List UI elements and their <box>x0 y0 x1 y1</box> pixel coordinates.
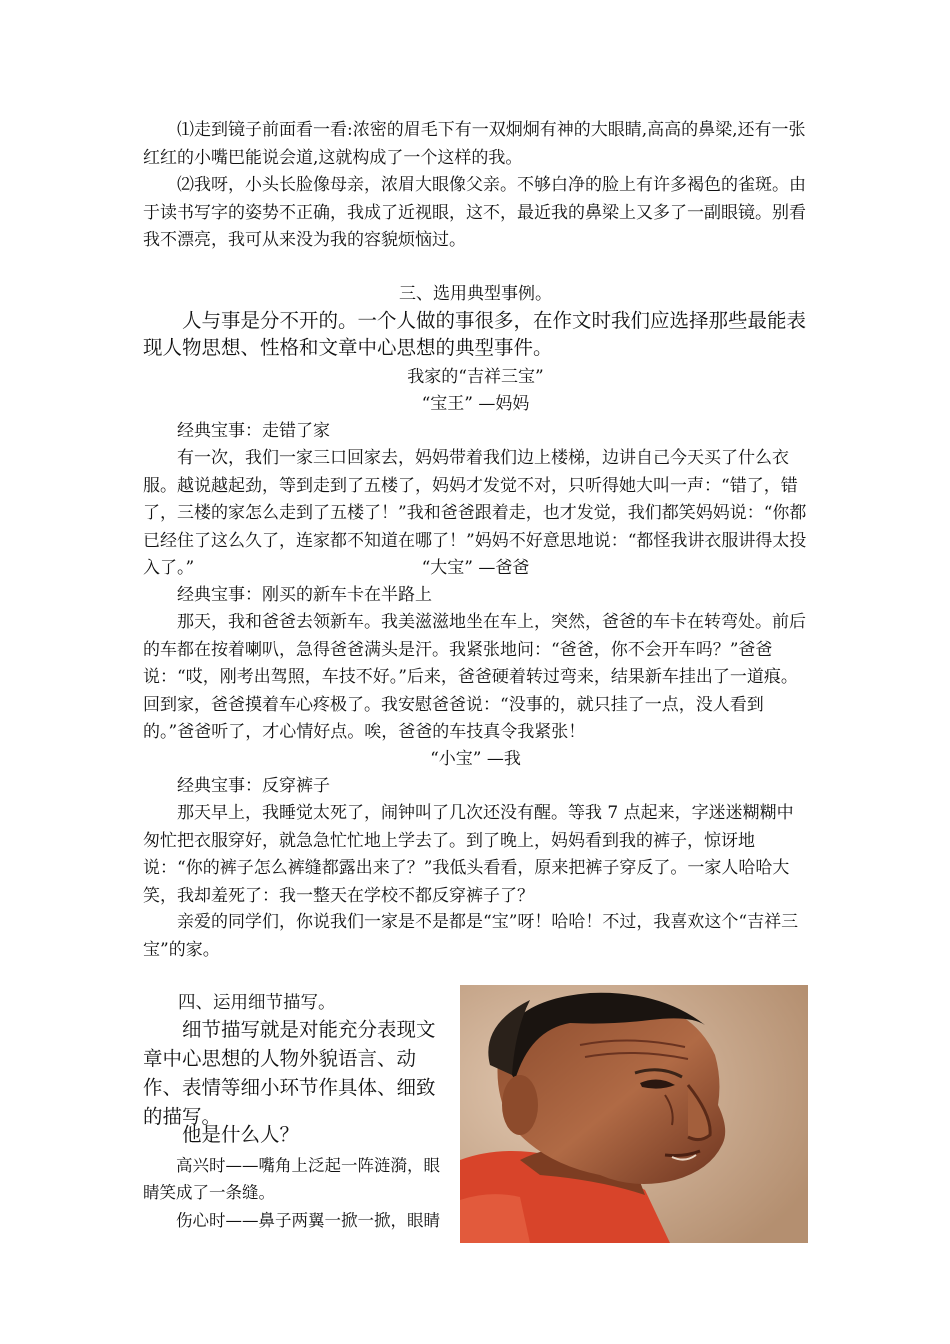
me-heading: “小宝” —我 <box>430 749 521 769</box>
dad-story: 那天，我和爸爸去领新车。我美滋滋地坐在车上，突然，爸爸的车卡在转弯处。前后的车都在按着喇叭，急得爸爸满头是汗。我紧张地问：“爸爸，你不会开车吗？”爸爸说：“哎，刚考出驾照，车技不好。”后来，爸爸硬着转过弯来，结果新车挂出了一道痕。回到家，爸爸摸着车心疼极了。我安慰爸爸说：“没事的，就只挂了一点，没人看到的。”爸爸听了，才心情好点。唉，爸爸的车技真令我紧张！ <box>143 612 806 742</box>
mom-story: 有一次，我们一家三口回家去，妈妈带着我们边上楼梯，边讲自己今天买了什么衣服。越说越起劲，等到走到了五楼了，妈妈才发觉不对，只听得她大叫一声：“错了，错了，三楼的家怎么走到了五楼了！”我和爸爸跟着走，也才发觉，我们都笑妈妈说：“你都已经住了这么久了，连家都不知道在哪了！”妈妈不好意思地说：“都怪我讲衣服讲得太投入了。” <box>143 448 807 578</box>
mom-event: 经典宝事：走错了家 <box>177 421 330 441</box>
section4-heading: 四、运用细节描写。 <box>178 993 336 1013</box>
section3-intro: 人与事是分不开的。一个人做的事很多，在作文时我们应选择那些最能表现人物思想、性格和文章中心思想的典型事件。 <box>143 309 807 359</box>
detail-sad: 伤心时——鼻子两翼一掀一掀，眼睛 <box>176 1211 440 1230</box>
me-event: 经典宝事：反穿裤子 <box>177 776 330 796</box>
dad-event: 经典宝事：刚买的新车卡在半路上 <box>177 585 432 605</box>
paragraph-mirror: ⑴走到镜子前面看一看:浓密的眉毛下有一双炯炯有神的大眼睛,高高的鼻梁,还有一张红红的小嘴巴能说会道,这就构成了一个这样的我。 <box>143 120 806 168</box>
section4-intro: 细节描写就是对能充分表现文章中心思想的人物外貌语言、动作、表情等细小环节作具体、细致的描写。 <box>143 1018 436 1128</box>
me-story: 那天早上，我睡觉太死了，闹钟叫了几次还没有醒。等我 7 点起来，字迷迷糊糊中匆忙把衣服穿好，就急急忙忙地上学去了。到了晚上，妈妈看到我的裤子，惊讶地说：“你的裤子怎么裤缝都露出来了？”我低头看看，原来把裤子穿反了。一家人哈哈大笑，我却羞死了：我一整天在学校不都反穿裤子了？ <box>143 803 794 906</box>
mom-heading: “宝王” —妈妈 <box>421 394 530 414</box>
detail-happy: 高兴时——嘴角上泛起一阵涟漪，眼睛笑成了一条缝。 <box>143 1156 440 1202</box>
section3-heading: 三、选用典型事例。 <box>399 284 552 304</box>
section3-closing: 亲爱的同学们，你说我们一家是不是都是“宝”呀！哈哈！不过，我喜欢这个“吉祥三宝”的家。 <box>143 912 799 960</box>
dad-heading: “大宝” —爸爸 <box>421 558 530 578</box>
section4-question: 他是什么人？ <box>182 1123 300 1146</box>
paragraph-self-portrait: ⑵我呀，小头长脸像母亲，浓眉大眼像父亲。不够白净的脸上有许多褐色的雀斑。由于读书写字的姿势不正确，我成了近视眼，这不，最近我的鼻梁上又多了一副眼镜。别看我不漂亮，我可从来没为我的容貌烦恼过。 <box>143 175 806 250</box>
man-portrait-photo <box>460 985 808 1243</box>
essay-title: 我家的“吉祥三宝” <box>407 367 544 387</box>
